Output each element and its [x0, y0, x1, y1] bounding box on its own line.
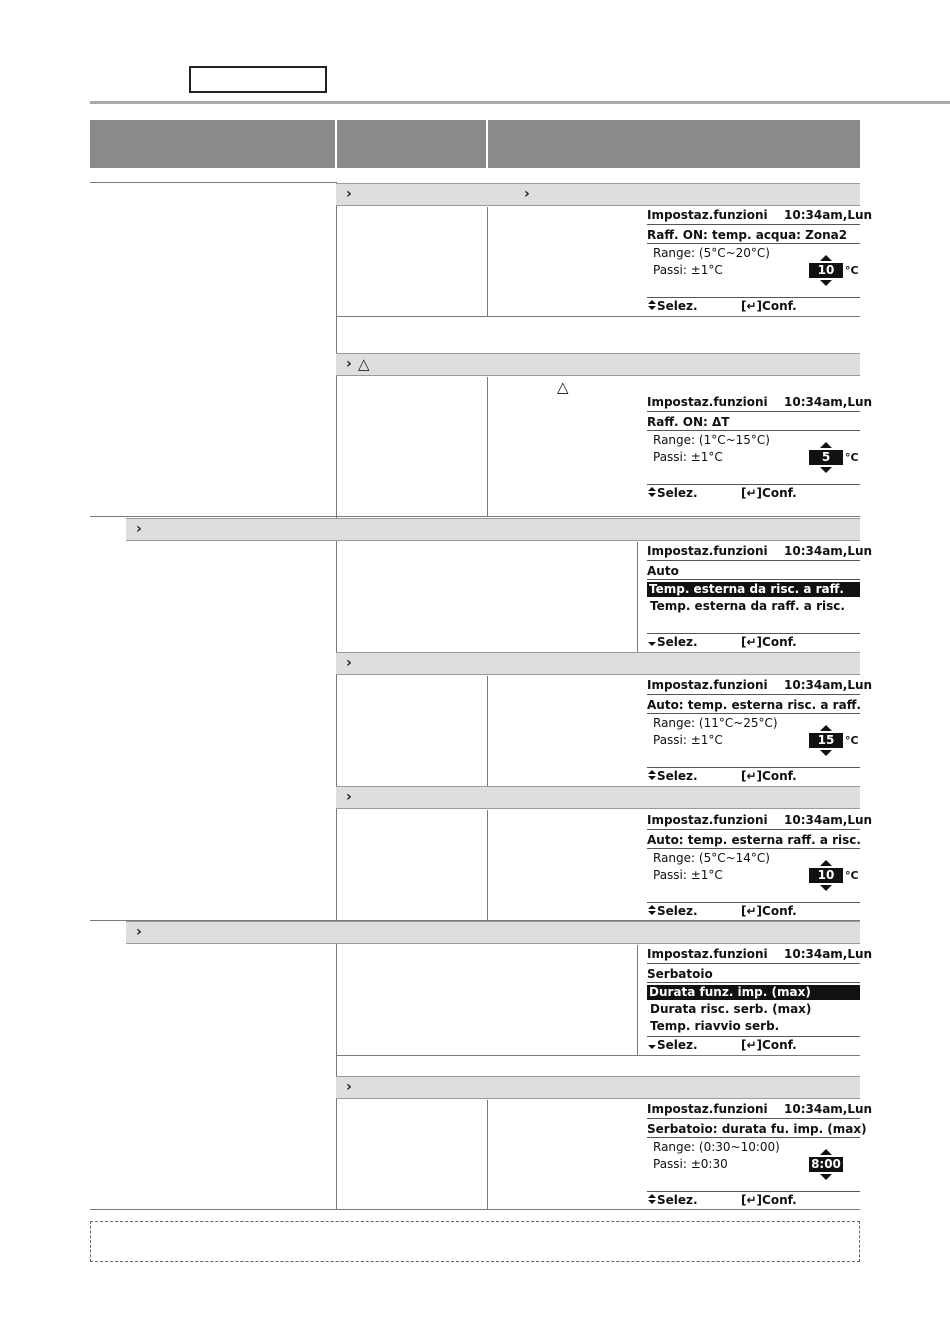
list-item-selected: Temp. esterna da risc. a raff.	[647, 582, 860, 597]
column-rule	[487, 1100, 488, 1210]
arrow-up-icon	[648, 770, 656, 774]
screen-subtitle: Serbatoio	[647, 967, 713, 981]
section-bar	[126, 921, 860, 944]
select-hint: Selez.	[657, 904, 698, 918]
table-rule	[90, 182, 336, 183]
unit-label: °C	[845, 869, 859, 882]
screen-subtitle: Auto: temp. esterna raff. a risc.	[647, 833, 861, 847]
screen-time: 10:34am,Lun	[784, 678, 873, 692]
chevron-right-icon: ›	[346, 186, 352, 202]
range-text: Range: (11°C~25°C)	[653, 716, 778, 730]
screen-title: Impostaz.funzioni	[647, 947, 768, 961]
table-header	[90, 120, 860, 168]
arrow-down-icon	[648, 306, 656, 310]
lcd-screen	[647, 544, 873, 652]
note-box	[90, 1221, 860, 1262]
step-text: Passi: ±1°C	[653, 733, 723, 747]
select-hint: Selez.	[657, 486, 698, 500]
column-rule	[487, 810, 488, 920]
list-item: Temp. esterna da raff. a risc.	[650, 599, 845, 613]
header-label-box	[189, 66, 327, 93]
chevron-right-icon: ›	[136, 924, 142, 940]
screen-time: 10:34am,Lun	[784, 947, 873, 961]
lcd-screen	[647, 208, 873, 316]
step-text: Passi: ±0:30	[653, 1157, 728, 1171]
chevron-right-icon: ›	[346, 655, 352, 671]
step-text: Passi: ±1°C	[653, 263, 723, 277]
range-text: Range: (1°C~15°C)	[653, 433, 770, 447]
arrow-down-icon	[648, 493, 656, 497]
arrow-down-icon	[820, 1174, 832, 1180]
arrow-up-icon	[820, 255, 832, 261]
arrow-down-icon	[648, 1200, 656, 1204]
section-bar	[126, 518, 860, 541]
arrow-down-icon	[820, 750, 832, 756]
screen-time: 10:34am,Lun	[784, 813, 873, 827]
header-separator	[335, 120, 337, 168]
section-bar	[336, 183, 860, 206]
screen-subtitle: Auto: temp. esterna risc. a raff.	[647, 698, 861, 712]
lcd-screen	[647, 1102, 873, 1210]
range-text: Range: (5°C~14°C)	[653, 851, 770, 865]
arrow-down-icon	[648, 776, 656, 780]
value-display: 8:00	[809, 1157, 843, 1172]
select-hint: Selez.	[657, 1193, 698, 1207]
confirm-hint: [↵]Conf.	[741, 904, 797, 918]
lcd-screen	[647, 395, 873, 503]
section-bar	[336, 353, 860, 376]
unit-label: °C	[845, 734, 859, 747]
screen-time: 10:34am,Lun	[784, 544, 873, 558]
screen-title: Impostaz.funzioni	[647, 395, 768, 409]
confirm-hint: [↵]Conf.	[741, 1038, 797, 1052]
lcd-screen	[647, 678, 873, 786]
table-rule	[336, 1055, 860, 1056]
arrow-up-icon	[820, 860, 832, 866]
screen-title: Impostaz.funzioni	[647, 1102, 768, 1116]
column-rule	[487, 377, 488, 517]
arrow-down-icon	[648, 911, 656, 915]
value-display: 15	[809, 733, 843, 748]
chevron-right-icon: ›	[524, 186, 530, 202]
header-separator	[486, 120, 488, 168]
column-rule	[336, 182, 337, 1210]
screen-title: Impostaz.funzioni	[647, 544, 768, 558]
screen-title: Impostaz.funzioni	[647, 208, 768, 222]
arrow-down-icon	[820, 885, 832, 891]
table-rule	[90, 516, 860, 517]
select-hint: Selez.	[657, 1038, 698, 1052]
column-rule	[637, 945, 638, 1055]
arrow-down-icon	[648, 642, 656, 646]
value-display: 10	[809, 868, 843, 883]
unit-label: °C	[845, 264, 859, 277]
arrow-up-icon	[820, 725, 832, 731]
screen-subtitle: Serbatoio: durata fu. imp. (max)	[647, 1122, 867, 1136]
column-rule	[487, 676, 488, 786]
arrow-up-icon	[648, 905, 656, 909]
confirm-hint: [↵]Conf.	[741, 635, 797, 649]
select-hint: Selez.	[657, 299, 698, 313]
screen-time: 10:34am,Lun	[784, 395, 873, 409]
confirm-hint: [↵]Conf.	[741, 769, 797, 783]
list-item: Durata risc. serb. (max)	[650, 1002, 812, 1016]
chevron-right-icon: ›	[136, 521, 142, 537]
screen-time: 10:34am,Lun	[784, 1102, 873, 1116]
arrow-up-icon	[820, 1149, 832, 1155]
lcd-screen	[647, 947, 873, 1055]
screen-time: 10:34am,Lun	[784, 208, 873, 222]
list-item-selected: Durata funz. imp. (max)	[647, 985, 860, 1000]
arrow-up-icon	[648, 1194, 656, 1198]
arrow-down-icon	[820, 467, 832, 473]
arrow-down-icon	[820, 280, 832, 286]
list-item: Temp. riavvio serb.	[650, 1019, 780, 1033]
unit-label: °C	[845, 451, 859, 464]
top-rule	[90, 101, 950, 104]
arrow-down-icon	[648, 1045, 656, 1049]
screen-subtitle: Raff. ON: temp. acqua: Zona2	[647, 228, 848, 242]
column-rule	[637, 542, 638, 652]
section-bar	[336, 786, 860, 809]
chevron-right-icon: ›	[346, 789, 352, 805]
arrow-up-icon	[648, 487, 656, 491]
delta-icon: △	[358, 355, 370, 373]
arrow-up-icon	[648, 300, 656, 304]
chevron-right-icon: ›	[346, 356, 352, 372]
column-rule	[487, 207, 488, 317]
range-text: Range: (5°C~20°C)	[653, 246, 770, 260]
confirm-hint: [↵]Conf.	[741, 486, 797, 500]
screen-title: Impostaz.funzioni	[647, 678, 768, 692]
select-hint: Selez.	[657, 635, 698, 649]
section-bar	[336, 652, 860, 675]
screen-subtitle: Auto	[647, 564, 679, 578]
lcd-screen	[647, 813, 873, 921]
range-text: Range: (0:30~10:00)	[653, 1140, 780, 1154]
screen-subtitle: Raff. ON: ΔT	[647, 415, 730, 429]
arrow-up-icon	[820, 442, 832, 448]
table-rule	[336, 316, 860, 317]
chevron-right-icon: ›	[346, 1079, 352, 1095]
screen-title: Impostaz.funzioni	[647, 813, 768, 827]
step-text: Passi: ±1°C	[653, 868, 723, 882]
step-text: Passi: ±1°C	[653, 450, 723, 464]
confirm-hint: [↵]Conf.	[741, 1193, 797, 1207]
section-bar	[336, 1076, 860, 1099]
confirm-hint: [↵]Conf.	[741, 299, 797, 313]
value-display: 10	[809, 263, 843, 278]
select-hint: Selez.	[657, 769, 698, 783]
delta-icon: △	[557, 378, 569, 396]
value-display: 5	[809, 450, 843, 465]
